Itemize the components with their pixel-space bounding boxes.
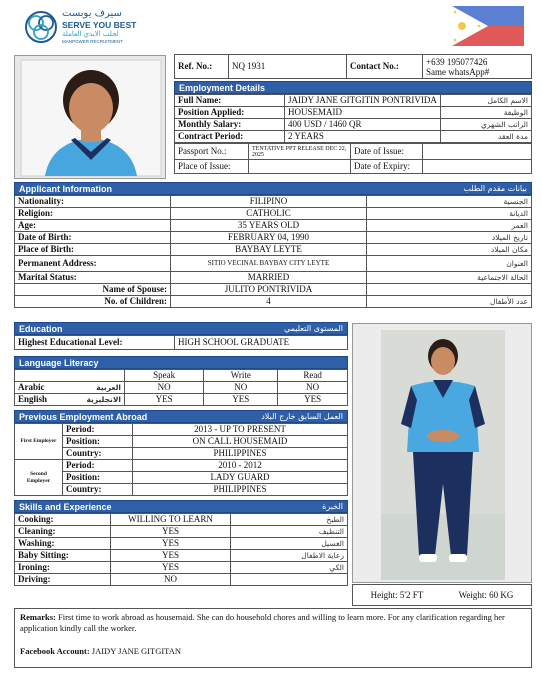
applicant-information-section [14,182,532,308]
nationality-ar: الجنسية [367,196,532,208]
language-col-speak: Speak [125,370,204,382]
arabic-write: NO [204,382,278,394]
arabic-label: Arabic [18,382,45,392]
second-country-value: PHILIPPINES [133,484,348,496]
language-col-write: Write [204,370,278,382]
lower-left-column [14,322,348,586]
washing-value: YES [111,538,231,550]
first-period-label: Period: [63,424,133,436]
applicant-information-title-ar: بيانات مقدم الطلب [463,184,527,193]
religion-label: Religion: [15,208,171,220]
ironing-label: Ironing: [15,562,111,574]
position-applied-ar: الوظيفة [440,107,531,119]
philippine-flag-icon [452,6,524,46]
education-title-ar: المستوى التعليمي [283,324,343,333]
place-of-birth-ar: مكان الميلاد [367,244,532,256]
second-employer-label: Second Employer [15,460,63,496]
expiry-label: Date of Expiry: [351,160,423,174]
language-row-english [15,394,125,406]
height-value: Height: 5'2 FT [370,590,424,600]
driving-label: Driving: [15,574,111,586]
second-position-label: Position: [63,472,133,484]
children-value: 4 [171,296,367,308]
arabic-speak: NO [125,382,204,394]
education-level-value: HIGH SCHOOL GRADUATE [175,336,348,350]
issue-date-value [423,144,532,160]
education-header [14,322,348,335]
driving-ar [231,574,348,586]
english-speak: YES [125,394,204,406]
skills-table [14,513,348,586]
age-label: Age: [15,220,171,232]
monthly-salary-value: 400 USD / 1460 QR [285,119,441,131]
language-corner-cell [15,370,125,382]
second-period-value: 2010 - 2012 [133,460,348,472]
children-label: No. of Children: [15,296,171,308]
logo-brand-ar: سيرف يوبست [62,8,122,19]
full-name-value: JAIDY JANE GITGITIN PONTRIVIDA [285,95,441,107]
contact-note: Same whatsApp# [426,66,490,77]
passport-label: Passport No.: [175,144,249,160]
language-row-arabic [15,382,125,394]
applicant-information-table [14,195,532,308]
driving-value: NO [111,574,231,586]
second-position-value: LADY GUARD [133,472,348,484]
issue-date-label: Date of Issue: [351,144,423,160]
english-label-ar: الانجليزية [86,395,121,404]
contract-period-label: Contract Period: [175,131,285,143]
permanent-address-ar: العنوان [367,256,532,272]
language-col-read: Read [278,370,348,382]
place-of-birth-label: Place of Birth: [15,244,171,256]
marital-status-ar: الحالة الاجتماعية [367,272,532,284]
contact-label: Contact No.: [347,55,423,79]
reference-contact-block [174,54,532,174]
skills-title-ar: الخبرة [322,502,343,511]
monthly-salary-ar: الراتب الشهري [440,119,531,131]
height-weight-box [352,584,532,606]
ref-label: Ref. No.: [175,55,229,79]
full-name-label: Full Name: [175,95,285,107]
religion-value: CATHOLIC [171,208,367,220]
arabic-read: NO [278,382,348,394]
logo-brand-en: SERVE YOU BEST [62,20,137,30]
nationality-value: FILIPINO [171,196,367,208]
language-literacy-table [14,369,348,406]
monthly-salary-label: Monthly Salary: [175,119,285,131]
date-of-birth-ar: تاريخ الميلاد [367,232,532,244]
second-country-label: Country: [63,484,133,496]
applicant-headshot-photo [14,55,166,179]
permanent-address-label: Permanent Address: [15,256,171,272]
cooking-value: WILLING TO LEARN [111,514,231,526]
spouse-ar [367,284,532,296]
applicant-full-body-photo [352,323,532,583]
date-of-birth-value: FEBRUARY 04, 1990 [171,232,367,244]
issue-place-label: Place of Issue: [175,160,249,174]
education-title: Education [19,323,63,334]
date-of-birth-label: Date of Birth: [15,232,171,244]
employment-details-title: Employment Details [179,82,266,93]
contact-value: +639 195077426 [426,56,488,67]
passport-value: TENTATIVE PPT RELEASE DEC 22, 2025 [252,145,347,158]
cooking-label: Cooking: [15,514,111,526]
religion-ar: الديانة [367,208,532,220]
cleaning-label: Cleaning: [15,526,111,538]
facebook-line [20,646,526,657]
previous-employment-header [14,410,348,423]
washing-label: Washing: [15,538,111,550]
logo-mark-icon [24,10,58,44]
children-ar: عدد الأطفال [367,296,532,308]
age-value: 35 YEARS OLD [171,220,367,232]
age-ar: العمر [367,220,532,232]
logo-tagline-ar: لجلب الايدي العاملة [62,30,119,38]
marital-status-value: MARRIED [171,272,367,284]
ironing-ar: الكي [231,562,348,574]
baby-sitting-label: Baby Sitting: [15,550,111,562]
baby-sitting-value: YES [111,550,231,562]
spouse-value: JULITO PONTRIVIDA [171,284,367,296]
permanent-address-value: SITIO VECINAL BAYBAY CITY LEYTE [171,256,367,272]
skills-header [14,500,348,513]
applicant-information-header [14,182,532,195]
baby-sitting-ar: رعاية الاطفال [231,550,348,562]
cleaning-ar: التنظيف [231,526,348,538]
ironing-value: YES [111,562,231,574]
cooking-ar: الطبخ [231,514,348,526]
remarks-box [14,608,532,668]
contract-period-value: 2 YEARS [285,131,441,143]
facebook-value: JAIDY JANE GITGITAN [91,646,181,656]
first-country-value: PHILIPPINES [133,448,348,460]
english-write: YES [204,394,278,406]
english-label: English [18,394,48,404]
applicant-information-title: Applicant Information [19,183,112,194]
company-logo [24,8,164,48]
skills-title: Skills and Experience [19,501,112,512]
contract-period-ar: مدة العقد [440,131,531,143]
cleaning-value: YES [111,526,231,538]
previous-employment-table [14,423,348,496]
english-read: YES [278,394,348,406]
arabic-label-ar: العربية [96,383,121,392]
remarks-line [20,612,526,634]
education-table [14,335,348,350]
washing-ar: الغسيل [231,538,348,550]
weight-value: Weight: 60 KG [458,590,514,600]
position-applied-value: HOUSEMAID [285,107,441,119]
marital-status-label: Marital Status: [15,272,171,284]
remarks-label: Remarks: [20,612,56,622]
first-employer-label: First Employer [15,424,63,460]
position-applied-label: Position Applied: [175,107,285,119]
facebook-label: Facebook Account: [20,646,90,656]
first-country-label: Country: [63,448,133,460]
language-literacy-header [14,356,348,369]
first-position-value: ON CALL HOUSEMAID [133,436,348,448]
language-literacy-title: Language Literacy [19,357,99,368]
first-period-value: 2013 - UP TO PRESENT [133,424,348,436]
spouse-label: Name of Spouse: [15,284,171,296]
ref-value: NQ 1931 [229,55,347,79]
employment-details-table [174,94,532,143]
first-position-label: Position: [63,436,133,448]
logo-tagline-en: MANPOWER RECRUITMENT [62,39,123,44]
remarks-text: First time to work abroad as housemaid. She can do household chores and willing to learn more. For any clarification regarding her application kindly call the worker. [20,612,505,633]
nationality-label: Nationality: [15,196,171,208]
employment-details-header [174,81,532,94]
education-level-label: Highest Educational Level: [15,336,175,350]
place-of-birth-value: BAYBAY LEYTE [171,244,367,256]
second-period-label: Period: [63,460,133,472]
previous-employment-title: Previous Employment Abroad [19,411,148,422]
passport-table [174,143,532,174]
issue-place-value [249,160,351,174]
previous-employment-title-ar: العمل السابق خارج البلاد [261,412,343,421]
expiry-value [423,160,532,174]
full-name-ar: الاسم الكامل [440,95,531,107]
